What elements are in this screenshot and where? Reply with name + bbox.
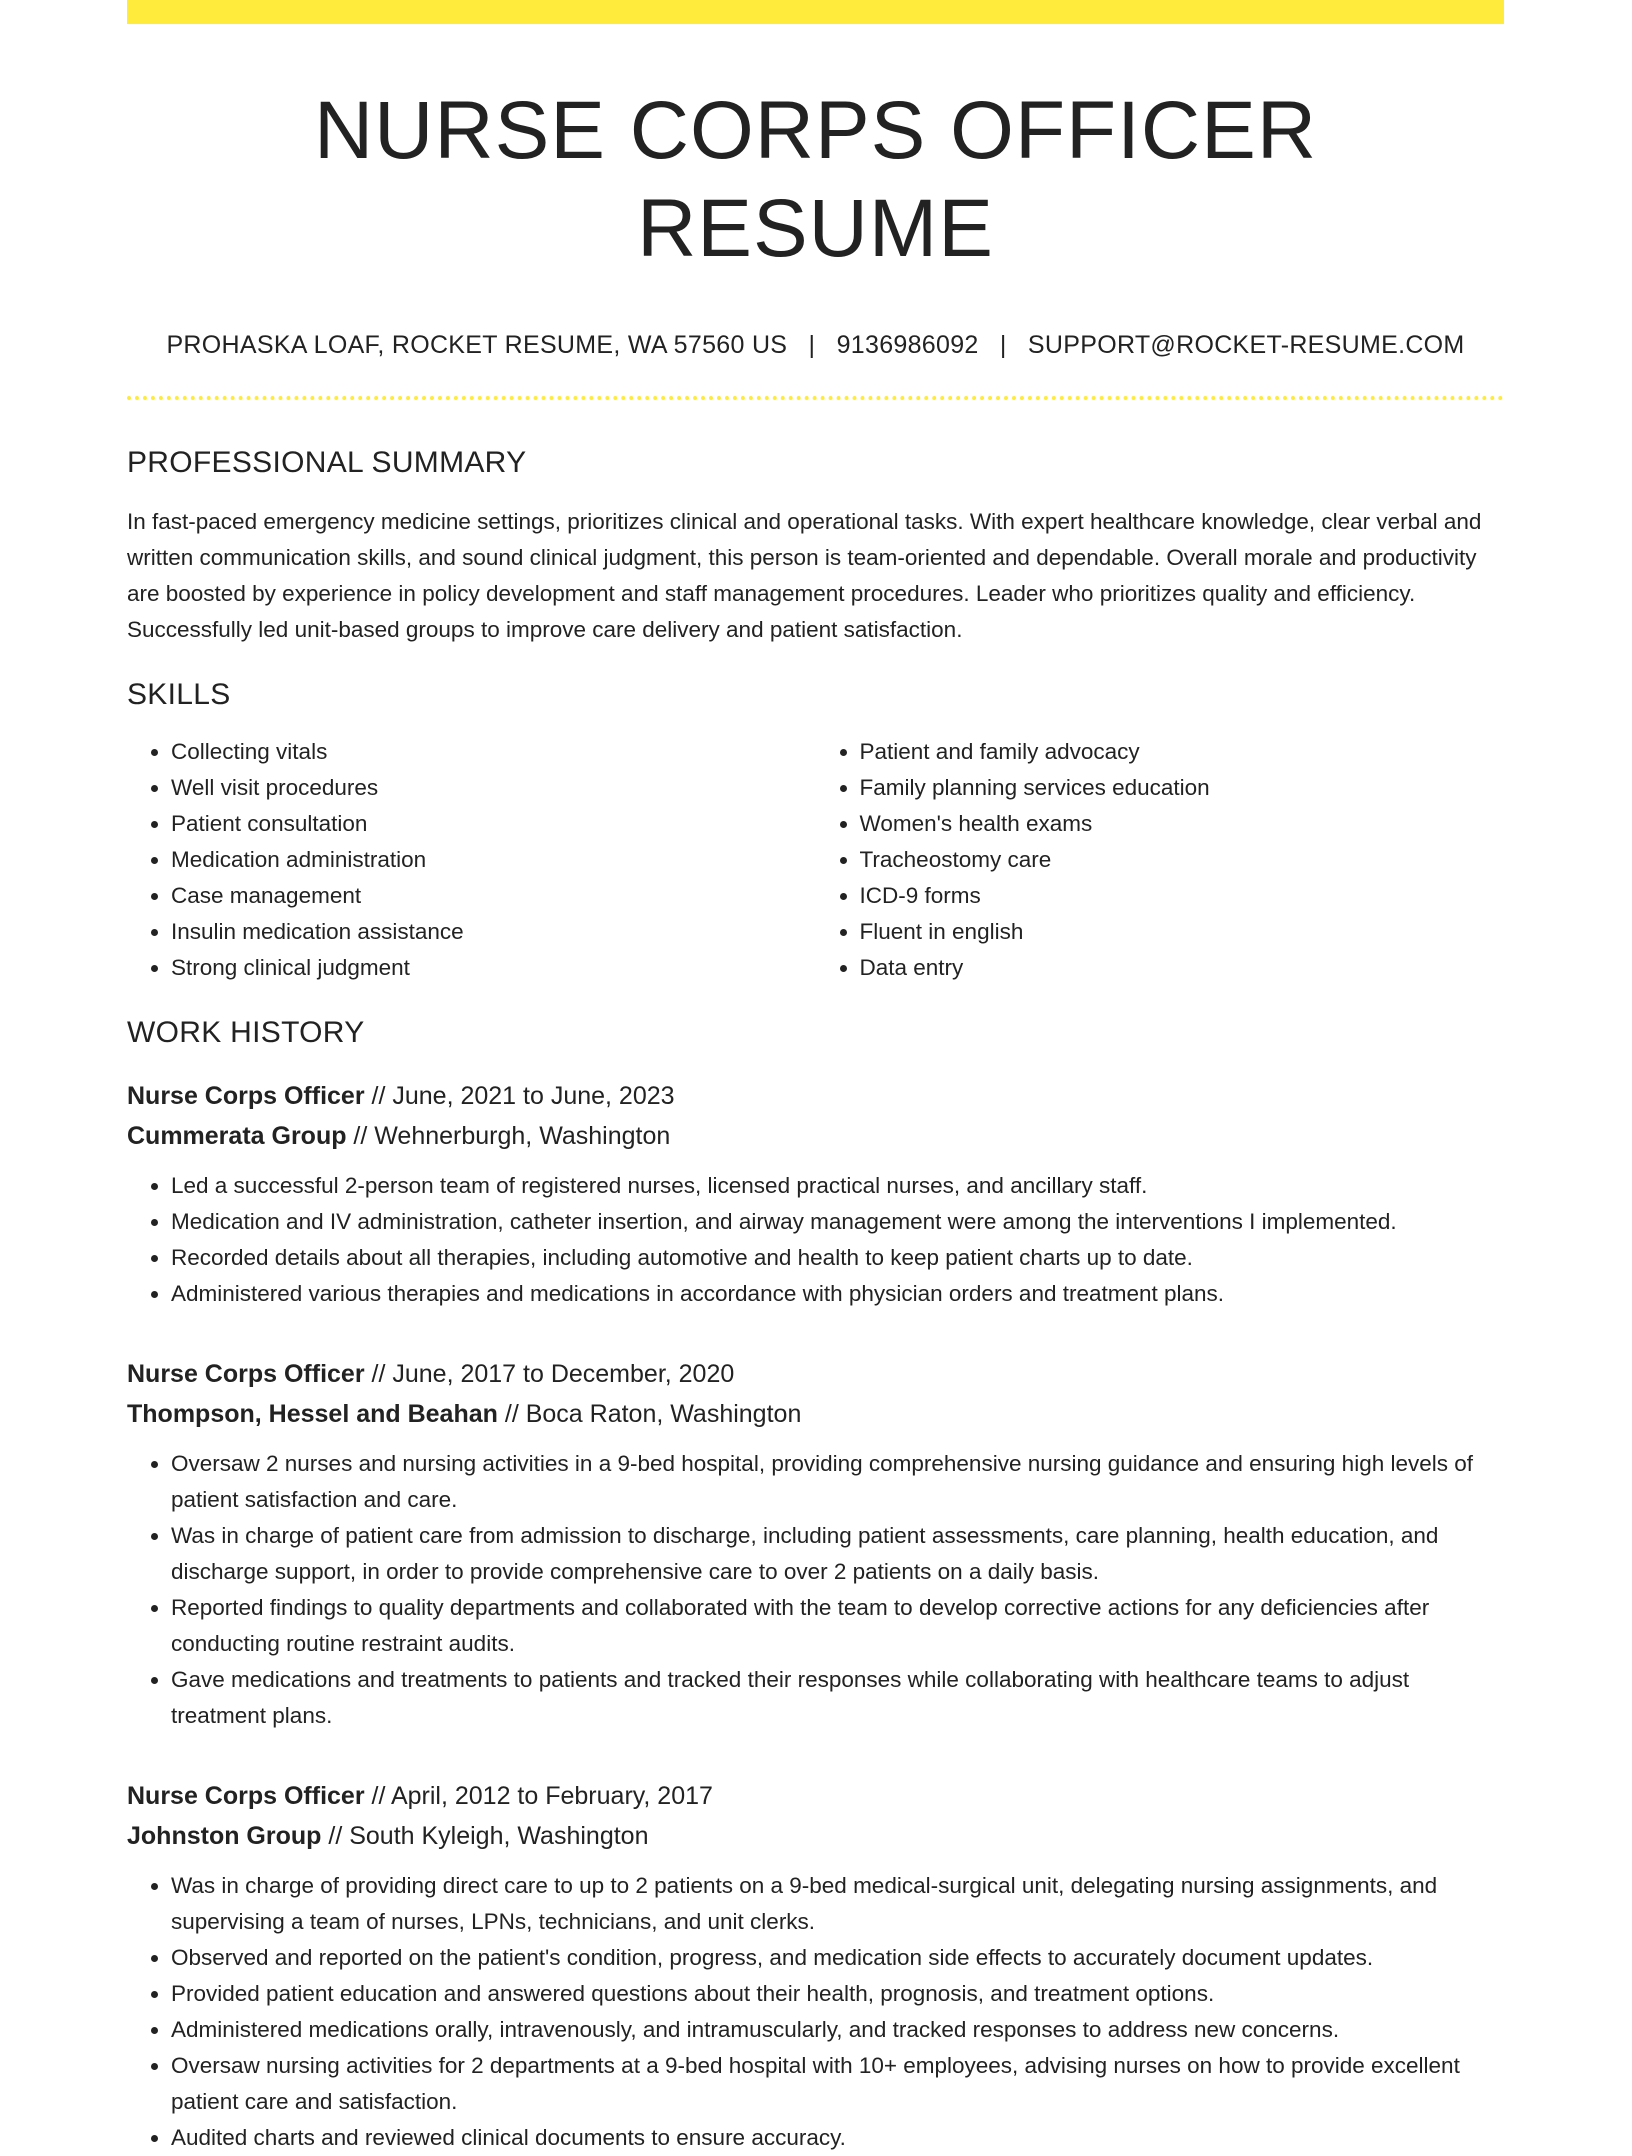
skills-heading: SKILLS bbox=[127, 677, 231, 711]
contact-address: PROHASKA LOAF, ROCKET RESUME, WA 57560 US bbox=[166, 330, 788, 359]
accent-bar bbox=[127, 0, 1504, 24]
job-bullet: • Was in charge of providing direct care to up to 2 patients on a 9-bed medical-surgical unit, delegating nursing assignments, and supervising a team of nurses, LPNs, technicians, and unit clerks. bbox=[171, 1868, 1504, 1940]
contact-separator: | bbox=[808, 330, 816, 359]
contact-email: SUPPORT@ROCKET-RESUME.COM bbox=[1027, 330, 1465, 359]
skill-item: • Collecting vitals bbox=[171, 734, 816, 770]
skill-item: • Well visit procedures bbox=[171, 770, 816, 806]
job-location: South Kyleigh, Washington bbox=[349, 1821, 649, 1850]
job-company-line: Thompson, Hessel and Beahan // Boca Raton, Washington bbox=[127, 1399, 802, 1428]
job-entry bbox=[127, 1076, 1504, 1312]
job-bullet: • Oversaw 2 nurses and nursing activities in a 9-bed hospital, providing comprehensive nursing guidance and ensuring high levels of patient satisfaction and care. bbox=[171, 1446, 1504, 1518]
job-company: Cummerata Group bbox=[127, 1121, 347, 1150]
job-bullet: • Medication and IV administration, catheter insertion, and airway management were among the interventions I implemented. bbox=[171, 1204, 1504, 1240]
job-role-line: Nurse Corps Officer // June, 2017 to December, 2020 bbox=[127, 1359, 735, 1388]
job-role: Nurse Corps Officer bbox=[127, 1781, 365, 1810]
job-dates: June, 2017 to December, 2020 bbox=[392, 1359, 735, 1388]
job-role-line: Nurse Corps Officer // June, 2021 to June, 2023 bbox=[127, 1081, 675, 1110]
skill-item: • Tracheostomy care bbox=[860, 842, 1505, 878]
skill-item: • Patient and family advocacy bbox=[860, 734, 1505, 770]
job-bullet: • Observed and reported on the patient's condition, progress, and medication side effects to accurately document updates. bbox=[171, 1940, 1504, 1976]
contact-line bbox=[127, 331, 1504, 360]
skill-item: • Patient consultation bbox=[171, 806, 816, 842]
dotted-divider bbox=[127, 396, 1504, 400]
job-role: Nurse Corps Officer bbox=[127, 1081, 365, 1110]
job-bullet: • Reported findings to quality departments and collaborated with the team to develop corrective actions for any deficiencies after conducting routine restraint audits. bbox=[171, 1590, 1504, 1662]
job-bullet: • Was in charge of patient care from admission to discharge, including patient assessments, care planning, health education, and discharge support, in order to provide comprehensive care to over 2 patients on a daily basis. bbox=[171, 1518, 1504, 1590]
job-bullets bbox=[127, 1868, 1504, 2156]
job-bullets bbox=[127, 1446, 1504, 1734]
summary-heading: PROFESSIONAL SUMMARY bbox=[127, 445, 527, 479]
skills-column-right bbox=[816, 734, 1505, 986]
skill-item: • ICD-9 forms bbox=[860, 878, 1505, 914]
resume-page bbox=[127, 0, 1504, 2156]
job-bullet: • Led a successful 2-person team of registered nurses, licensed practical nurses, and ancillary staff. bbox=[171, 1168, 1504, 1204]
skills-list bbox=[127, 734, 1504, 986]
contact-separator: | bbox=[999, 330, 1007, 359]
job-location: Wehnerburgh, Washington bbox=[374, 1121, 671, 1150]
job-bullet: • Gave medications and treatments to patients and tracked their responses while collaborating with healthcare teams to adjust treatment plans. bbox=[171, 1662, 1504, 1734]
skill-item: • Fluent in english bbox=[860, 914, 1505, 950]
summary-text: In fast-paced emergency medicine settings, prioritizes clinical and operational tasks. With expert healthcare knowledge, clear verbal and written communication skills, and sound clinical judgment, this person is team-oriented and dependable. Overall morale and productivity are boosted by experience in policy development and staff management procedures. Leader who prioritizes quality and efficiency. Successfully led unit-based groups to improve care delivery and patient satisfaction. bbox=[127, 508, 1482, 642]
skill-item: • Case management bbox=[171, 878, 816, 914]
resume-title: NURSE CORPS OFFICER RESUME bbox=[313, 85, 1318, 275]
job-role-line: Nurse Corps Officer // April, 2012 to February, 2017 bbox=[127, 1781, 713, 1810]
job-company-line: Cummerata Group // Wehnerburgh, Washington bbox=[127, 1121, 671, 1150]
contact-phone: 9136986092 bbox=[836, 330, 979, 359]
job-company: Johnston Group bbox=[127, 1821, 322, 1850]
skill-item: • Data entry bbox=[860, 950, 1505, 986]
job-dates: June, 2021 to June, 2023 bbox=[392, 1081, 675, 1110]
job-bullets bbox=[127, 1168, 1504, 1312]
skills-column-left bbox=[127, 734, 816, 986]
job-company: Thompson, Hessel and Beahan bbox=[127, 1399, 498, 1428]
job-bullet: • Recorded details about all therapies, including automotive and health to keep patient charts up to date. bbox=[171, 1240, 1504, 1276]
skill-item: • Family planning services education bbox=[860, 770, 1505, 806]
skill-item: • Insulin medication assistance bbox=[171, 914, 816, 950]
skill-item: • Strong clinical judgment bbox=[171, 950, 816, 986]
job-location: Boca Raton, Washington bbox=[525, 1399, 802, 1428]
job-bullet: • Administered medications orally, intravenously, and intramuscularly, and tracked responses to address new concerns. bbox=[171, 2012, 1504, 2048]
job-entry bbox=[127, 1354, 1504, 1734]
job-bullet: • Provided patient education and answered questions about their health, prognosis, and treatment options. bbox=[171, 1976, 1504, 2012]
job-entry bbox=[127, 1776, 1504, 2156]
job-role: Nurse Corps Officer bbox=[127, 1359, 365, 1388]
job-company-line: Johnston Group // South Kyleigh, Washington bbox=[127, 1821, 649, 1850]
job-dates: April, 2012 to February, 2017 bbox=[390, 1781, 713, 1810]
skill-item: • Women's health exams bbox=[860, 806, 1505, 842]
skill-item: • Medication administration bbox=[171, 842, 816, 878]
work-history-heading: WORK HISTORY bbox=[127, 1015, 365, 1049]
job-bullet: • Audited charts and reviewed clinical documents to ensure accuracy. bbox=[171, 2120, 1504, 2156]
job-bullet: • Oversaw nursing activities for 2 departments at a 9-bed hospital with 10+ employees, advising nurses on how to provide excellent patient care and satisfaction. bbox=[171, 2048, 1504, 2120]
job-bullet: • Administered various therapies and medications in accordance with physician orders and treatment plans. bbox=[171, 1276, 1504, 1312]
